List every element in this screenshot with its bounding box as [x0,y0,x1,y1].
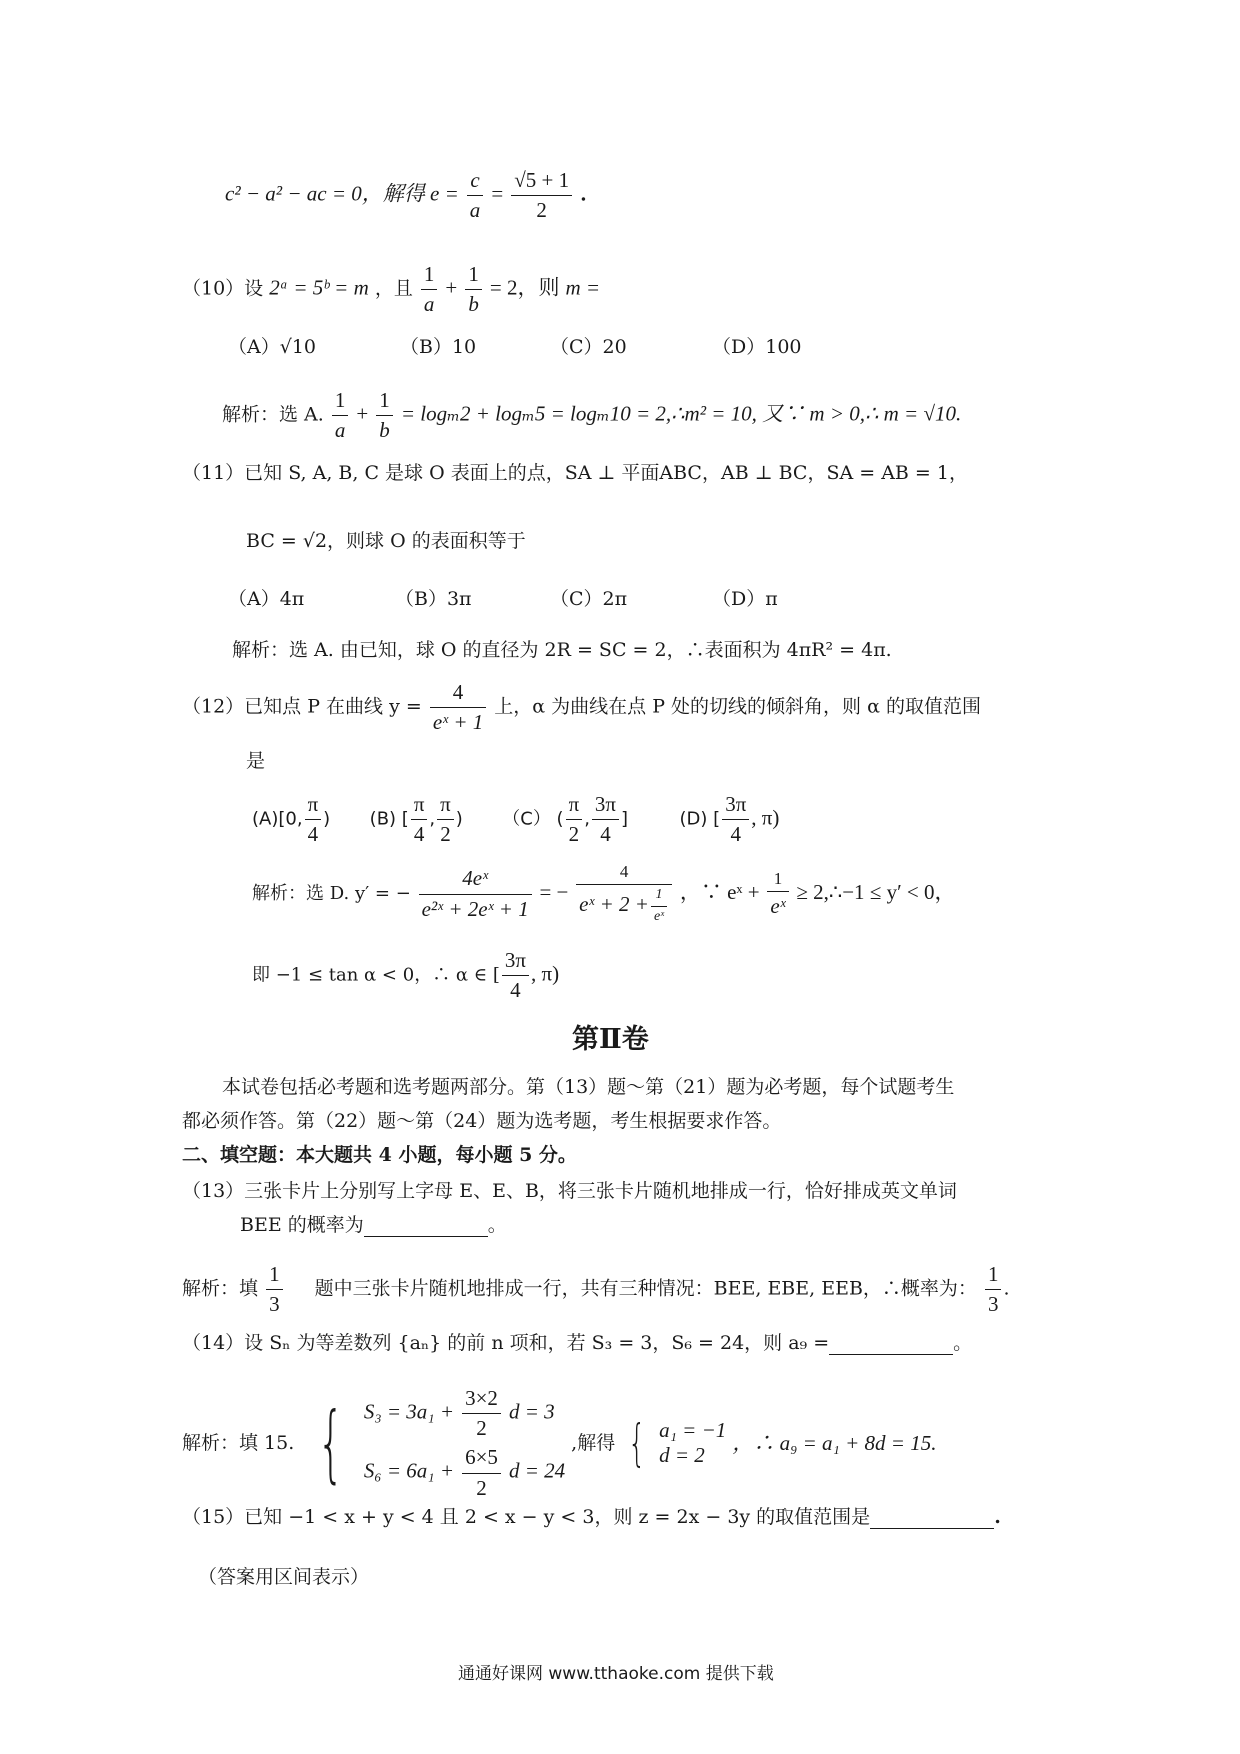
numerator: π [566,792,583,820]
question-11-stem-line-2: BC = √2，则球 O 的表面积等于 [246,530,526,552]
equation-text: ≥ 2,∴−1 ≤ y′ < 0， [796,880,956,904]
left-brace: { [317,1393,345,1492]
numerator: 3π [592,792,619,820]
denominator: 4 [600,822,611,847]
equation-text: m = [565,275,601,300]
plus-sign: + [445,275,458,300]
denominator: 2 [476,1416,487,1441]
left-brace: { [628,1414,646,1473]
fraction [566,792,583,847]
equation-text: S₆ = 6a₁ + [363,1459,455,1484]
denominator: 2 [476,1475,487,1500]
text: BEE 的概率为 [240,1214,364,1236]
numerator: 1 [266,1262,283,1290]
option-d-label: (D) [ [679,808,721,830]
numerator: π [437,792,454,820]
fraction [467,168,484,223]
numerator: 4 [576,862,672,885]
question-10-stem [182,262,600,317]
fraction [722,792,749,847]
solution-label: 解析：填 [182,1277,259,1300]
numerator: 1 [332,388,349,416]
denominator: e²ˣ + 2eˣ + 1 [421,896,529,921]
equation-text: ，∴ a₉ = a₁ + 8d = 15. [732,1430,937,1455]
text: = 2，则 [489,275,560,300]
fraction [376,388,393,443]
fraction [767,869,788,920]
solution-text: 题中三张卡片随机地排成一行，共有三种情况：BEE, EBE, EEB，∴概率为： [314,1277,977,1300]
numerator: 1 [651,887,667,907]
equation-text: ，∵ eˣ + [679,880,760,904]
question-10-option-c: （C）20 [550,336,627,358]
denominator: 2 [536,198,547,223]
bracket: , π) [751,805,780,830]
question-11-option-d: （D）π [712,588,778,610]
text: ,解得 [571,1431,616,1454]
fraction [465,262,482,317]
bracket: ) [323,808,331,830]
denominator: b [379,418,390,443]
fraction [421,262,438,317]
equation-text: 即 −1 ≤ tan α < 0，∴ α ∈ [ [252,964,500,986]
fraction [430,680,486,735]
bracket: , π) [530,961,560,986]
numerator: 4 [430,680,486,708]
numerator: 1 [767,869,788,892]
equation-row [364,1386,565,1441]
solution-label: 解析：选 A. [222,403,324,426]
equation-text: d = 2 [659,1443,705,1468]
text: 上，α 为曲线在点 P 处的切线的倾斜角，则 α 的取值范围 [494,695,981,718]
denominator: 4 [510,978,521,1003]
fraction [437,792,454,847]
period: . [1003,1277,1010,1300]
equation-row [364,1445,565,1500]
denominator: eˣ [770,894,786,919]
text: （12）已知点 P 在曲线 y = [182,695,422,718]
denominator: a [334,418,346,443]
numerator: c [467,168,484,196]
nested-fraction [651,887,667,926]
denominator: eˣ + 1 [432,710,484,735]
question-12-options [252,792,779,847]
fraction [592,792,619,847]
answer-blank [870,1510,994,1529]
answer-blank [364,1218,488,1237]
question-number: （10）设 [182,277,264,300]
fraction [462,1445,501,1500]
bracket: ) [455,808,463,830]
question-12-stem-line-2: 是 [246,750,266,772]
denominator: a [469,198,481,223]
question-11-option-c: （C）2π [550,588,628,610]
fraction [332,388,349,443]
equation-text: a₁ = −1 [659,1418,727,1443]
denominator: 2 [440,822,451,847]
numerator: 3π [502,948,529,976]
denominator: 2 [568,822,580,847]
equation-text: 2ᵃ = 5ᵇ = m [269,275,369,300]
numerator: 6×5 [462,1445,501,1473]
equation-text: d = 24 [508,1459,566,1484]
question-12-solution-line-2 [252,948,559,1003]
period: . [994,1506,1001,1528]
question-11-stem-line-1: （11）已知 S, A, B, C 是球 O 表面上的点，SA ⊥ 平面ABC，AB ⊥ BC，SA = AB = 1， [182,462,968,484]
denominator: 3 [987,1292,999,1317]
question-10-option-d: （D）100 [712,336,802,358]
equation-text: c² − a² − ac = 0，解得 e = [225,181,459,206]
denominator: 4 [413,822,425,847]
fraction [266,1262,283,1317]
question-12-stem [182,680,981,735]
numerator: π [411,792,428,820]
denominator-part: eˣ + 2 + [579,892,649,917]
period: 。 [953,1332,973,1354]
denominator: 3 [269,1292,280,1317]
equation-text: d = 3 [508,1399,555,1424]
question-10-solution [222,388,961,443]
question-10-option-b: （B）10 [400,336,477,358]
numerator: 1 [985,1262,1002,1290]
page-footer: 通通好课网 www.tthaoke.com 提供下载 [458,1664,774,1684]
numerator: 1 [421,262,438,290]
part-2-title: 第Ⅱ卷 [572,1024,649,1055]
question-15-stem [182,1506,1001,1529]
comma: , [584,808,590,830]
period: . [580,183,587,206]
question-13-solution [182,1262,1010,1317]
section-heading: 二、填空题：本大题共 4 小题，每小题 5 分。 [182,1144,577,1166]
numerator: 4eˣ [419,866,532,894]
option-c-label: （C） ( [502,808,564,830]
comma: , [429,808,436,830]
numerator: 1 [465,262,482,290]
eccentricity-solution-line [225,168,587,223]
equals-sign: = [491,181,504,206]
fraction [411,792,428,847]
text: ，且 [374,277,413,300]
question-10-option-a: （A）√10 [228,336,317,358]
part-2-intro-line-1: 本试卷包括必考题和选考题两部分。第（13）题～第（21）题为必考题，每个试题考生 [222,1076,955,1098]
fraction [985,1262,1002,1317]
question-11-solution: 解析：选 A. 由已知，球 O 的直径为 2R = SC = 2，∴表面积为 4πR² = 4π. [232,639,892,661]
bracket: ] [621,808,629,830]
numerator: π [305,792,322,820]
numerator: √5 + 1 [511,168,572,196]
equation-system [364,1386,565,1501]
part-2-intro-line-2: 都必须作答。第（22）题～第（24）题为选考题，考生根据要求作答。 [182,1110,782,1132]
numerator: 3×2 [462,1386,501,1414]
numerator: 1 [376,388,393,416]
fraction [502,948,529,1003]
question-14-solution [182,1386,936,1501]
question-12-solution-line-1 [252,862,956,926]
question-14-stem [182,1332,972,1355]
text: （14）设 Sₙ 为等差数列 {aₙ} 的前 n 项和，若 S₃ = 3，S₆ = 24，则 a₉ = [182,1332,830,1354]
solution-label: 解析：填 15. [182,1431,295,1454]
plus-sign: + [356,401,369,426]
fraction [462,1386,501,1441]
question-13-stem-line-2: BEE 的概率为 。 [240,1214,507,1236]
denominator: eˣ [653,909,665,925]
text: （15）已知 −1 < x + y < 4 且 2 < x − y < 3，则 z = 2x − 3y 的取值范围是 [182,1506,871,1528]
question-13-stem-line-1: （13）三张卡片上分别写上字母 E、E、B，将三张卡片随机地排成一行，恰好排成英文单词 [182,1180,957,1202]
fraction [305,792,322,847]
fraction [511,168,572,223]
denominator: b [468,292,479,317]
numerator: 3π [722,792,749,820]
solution-label: 解析：选 D. y′ = − [252,883,411,904]
option-a-label: (A)[0, [252,808,303,830]
denominator: a [423,292,435,317]
denominator: 4 [730,822,741,847]
question-15-note: （答案用区间表示） [198,1566,370,1588]
equation-text: S₃ = 3a₁ + [363,1399,455,1424]
answer-blank [829,1336,953,1355]
equation-text: = logₘ2 + logₘ5 = logₘ10 = 2,∴m² = 10, 又∵ m > 0,∴ m = √10. [400,401,962,426]
question-11-option-b: （B）3π [395,588,472,610]
equals-sign: = − [539,880,569,904]
fraction [419,866,532,921]
question-11-option-a: （A）4π [228,588,305,610]
solution-system [659,1418,726,1468]
denominator: 4 [307,822,319,847]
option-b-label: (B) [ [369,808,409,830]
fraction [576,862,672,926]
